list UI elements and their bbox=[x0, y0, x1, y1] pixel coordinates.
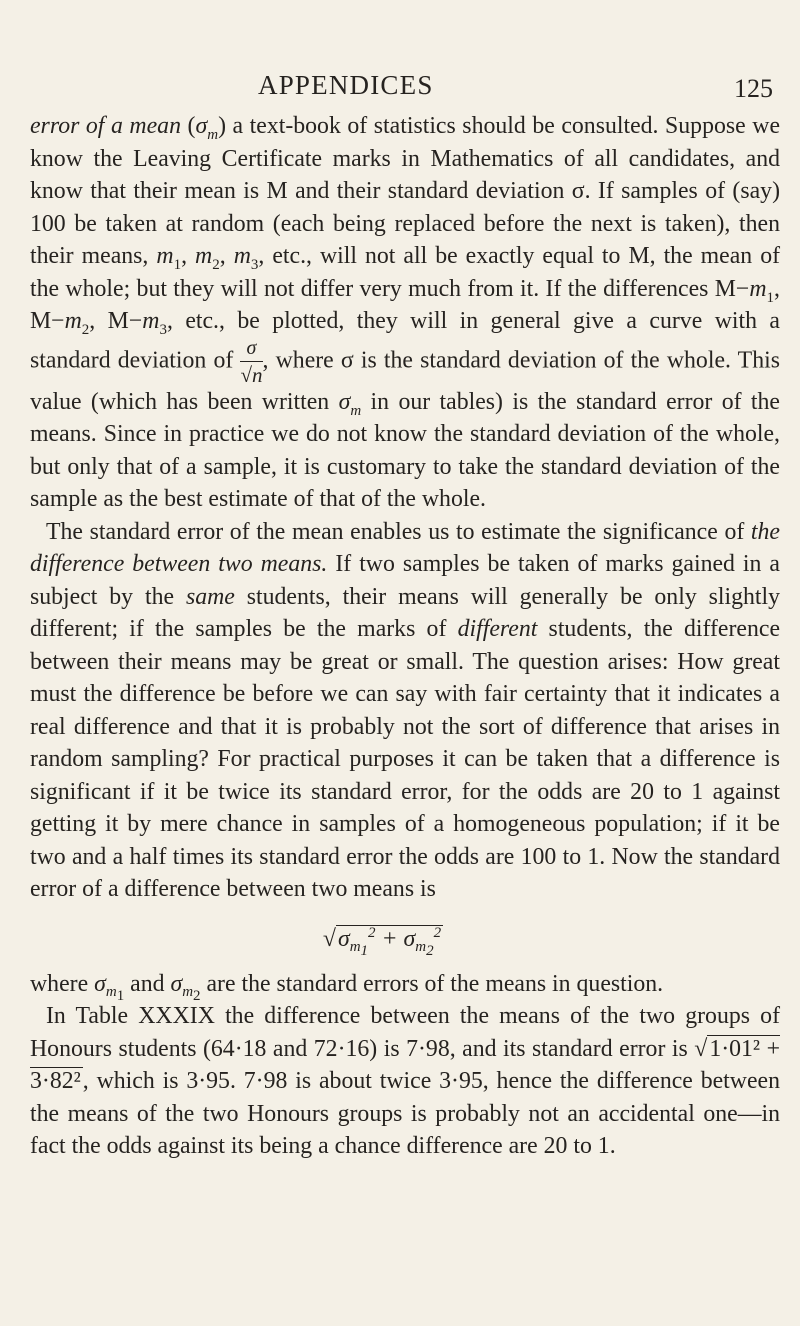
symbol-sigma: σ bbox=[195, 113, 208, 139]
radical-sign: √ bbox=[694, 1035, 708, 1062]
emphasis-error-of-mean: error of a mean bbox=[30, 113, 181, 139]
exponent-2: 2 bbox=[433, 924, 442, 941]
subscript-1: 1 bbox=[116, 988, 125, 1005]
symbol-m: m bbox=[415, 939, 427, 956]
subscript-m: m bbox=[207, 126, 219, 143]
symbol-m: m bbox=[749, 275, 767, 302]
subscript-2: 2 bbox=[81, 321, 90, 338]
symbol-m: m bbox=[195, 243, 213, 269]
fraction-numerator: σ bbox=[240, 338, 262, 362]
emphasis-different: different bbox=[457, 616, 538, 642]
text-fragment: and bbox=[124, 970, 171, 997]
symbol-m: m bbox=[142, 308, 160, 334]
symbol-sigma: σ bbox=[337, 925, 350, 952]
symbol-sigma: σ bbox=[94, 970, 106, 997]
text-fragment: , etc., will not all be exactly equal to M, the mean of the whole; but they will not differ very much from it. If the differences M− bbox=[30, 243, 781, 302]
symbol-m: m bbox=[156, 243, 174, 269]
radicand bbox=[336, 924, 443, 960]
symbol-m: m bbox=[349, 939, 361, 956]
exponent-2: 2 bbox=[368, 924, 376, 941]
symbol-m: m bbox=[105, 984, 117, 1001]
symbol-sigma: σ bbox=[170, 970, 183, 997]
text-fragment: If two samples be taken of marks gained in a subject by the bbox=[30, 551, 780, 610]
subscript-2: 2 bbox=[426, 943, 434, 960]
body-text bbox=[30, 110, 780, 1163]
text-fragment: students, their means will generally be only slightly different; if the samples be the marks of bbox=[30, 583, 781, 642]
text-fragment: ) a text-book of statistics should be consulted. Suppose we know the Leaving Certificate marks in Mathematics of all candidates, and know that their mean is M and their standard deviation σ. If samples of (say) 100 be taken at random (each being replaced before the next is taken), then their means, bbox=[30, 113, 780, 269]
paragraph-difference-between-means bbox=[30, 516, 780, 906]
symbol-sigma: σ bbox=[403, 925, 416, 952]
subscript-3: 3 bbox=[250, 256, 259, 273]
text-fragment: are the standard errors of the means in question. bbox=[200, 970, 664, 997]
text-fragment: In Table XXXIX the difference between the means of the two groups of Honours students (64·18 and 72·16) is 7·98, and its standard error is bbox=[30, 1003, 780, 1062]
symbol-m: m bbox=[64, 308, 82, 334]
text-fragment: , where σ is the standard deviation of the whole. This value (which has been written bbox=[30, 346, 780, 415]
symbol-m: m bbox=[233, 243, 251, 269]
subscript-m: m bbox=[350, 402, 362, 419]
text-fragment: The standard error of the mean enables us to estimate the significance of bbox=[46, 518, 751, 545]
text-fragment: ( bbox=[180, 113, 196, 139]
text-fragment: in our tables) is the standard error of the means. Since in practice we do not know the standard deviation of the whole, but only that of a sample, it is customary to take the standard deviation of the sample as the best estimate of that of the whole. bbox=[30, 388, 780, 512]
formula-standard-error-difference bbox=[30, 910, 780, 968]
plus-sign: + bbox=[375, 925, 404, 952]
fraction-denominator: √n bbox=[240, 362, 263, 387]
text-fragment: , which is 3·95. 7·98 is about twice 3·95, hence the difference between the means of the two Honours groups is probably not an accidental one—in fact the odds against its being a chance difference are 20 to 1. bbox=[30, 1068, 780, 1159]
text-fragment: where bbox=[30, 970, 95, 997]
subscript-1: 1 bbox=[173, 256, 182, 273]
paragraph-where bbox=[30, 968, 780, 1005]
emphasis-difference: the difference between two means. bbox=[30, 518, 780, 577]
radical-sign: √ bbox=[322, 925, 336, 952]
paragraph-table-xxxix bbox=[30, 1000, 780, 1163]
emphasis-same: same bbox=[185, 583, 235, 610]
page-header bbox=[0, 70, 800, 104]
symbol-m: m bbox=[182, 984, 194, 1001]
subscript-3: 3 bbox=[159, 321, 167, 338]
page-number: 125 bbox=[734, 74, 773, 103]
paragraph-standard-error: error of a mean $(\sigma_m)$ a text-book of statistics should be consulted. Suppose we know the Leaving Certificate marks in Mathematics of all candidates, and know that their mean is M and their standard deviation σ. If samples of (say) 100 be taken at random (each being replaced before the next is taken), then their means, $m_1$, $m_2$, $m_3$, etc., will not all be exactly equal to M, the mean of the whole; but they will not differ very much from it. If the differences $M-m_1$, $M-m_2$, $M-m_3$, etc., be plotted, they will in general give a curve with a standard deviation of $\frac{\sigma}{√n}$ , where σ is the standard deviation of the whole. This value (which has been written $\sigma_m$ in our tables) is the standard error of the means. Since in practice we do not know the standard deviation of the whole, but only that of a sample, it is customary to take the standard deviation of the sample as the best estimate of that of the whole. bbox=[30, 113, 781, 512]
subscript-1: 1 bbox=[766, 289, 775, 306]
text-fragment: , etc., be plotted, they will in general give a curve with a standard deviation of bbox=[30, 308, 780, 373]
subscript-1: 1 bbox=[360, 943, 369, 960]
subscript-2: 2 bbox=[212, 256, 220, 273]
symbol-sigma: σ bbox=[338, 388, 351, 415]
subscript-2: 2 bbox=[193, 988, 201, 1005]
running-head: APPENDICES bbox=[258, 70, 434, 100]
fraction-sigma-over-root-n bbox=[240, 338, 262, 386]
radicand: 1·01² + 3·82² bbox=[30, 1035, 780, 1094]
text-fragment: students, the difference between their means may be great or small. The question arises: How great must the difference be before we can say with fair certainty that it indicates a real difference and that it is probably not the sort of difference that arises in random sampling? For practical purposes it can be taken that a difference is significant if it be twice its standard error, for the odds are 20 to 1 against getting it by mere chance in samples of a homogeneous population; if it be two and a half times its standard error the odds are 100 to 1. Now the standard error of a difference between two means is bbox=[30, 616, 781, 902]
